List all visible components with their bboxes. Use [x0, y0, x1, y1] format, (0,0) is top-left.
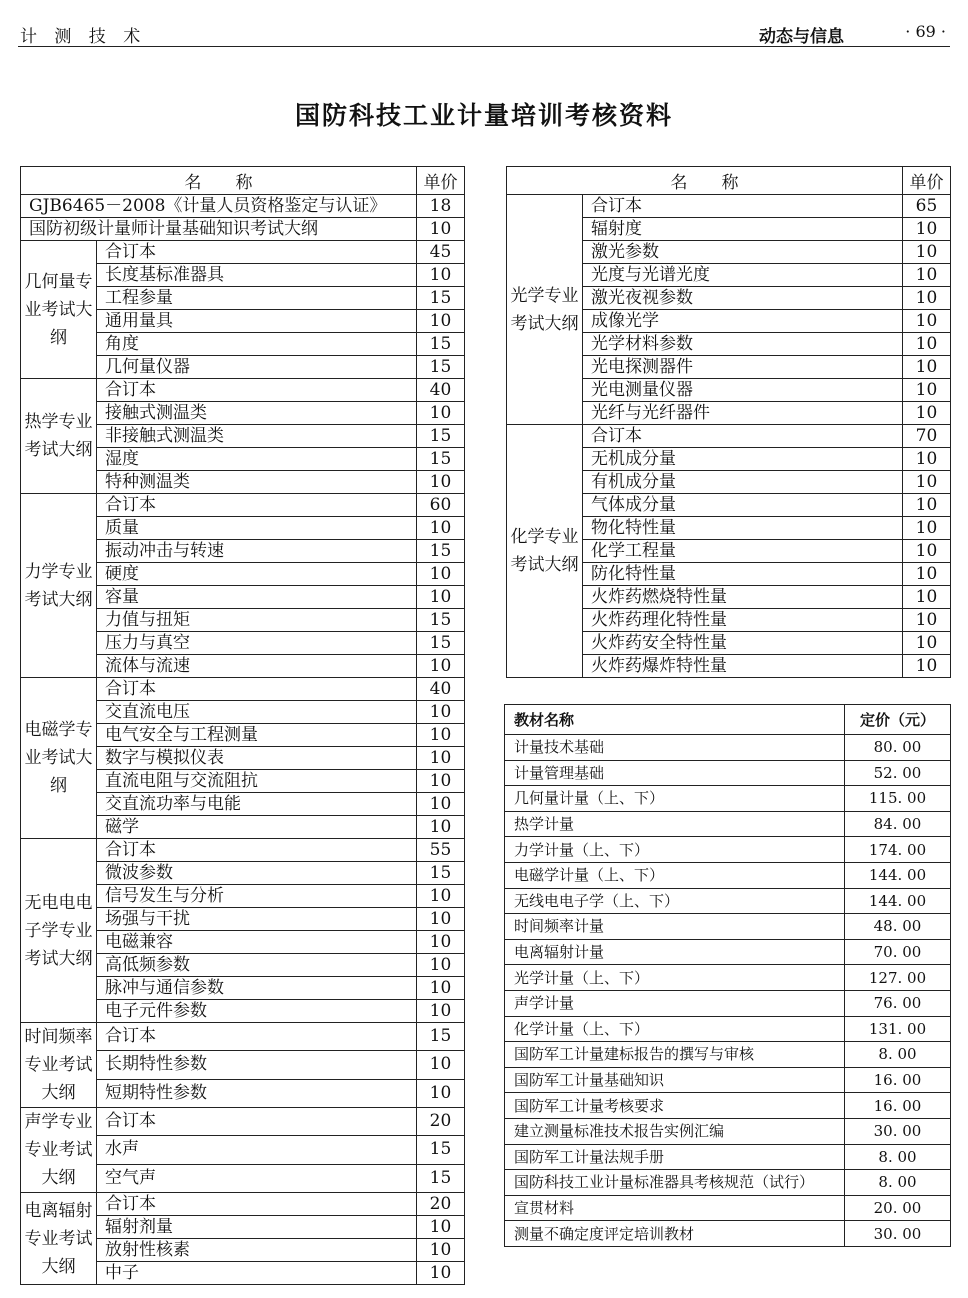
textbook-name: 无线电电子学（上、下） — [505, 888, 845, 914]
item-name: 交直流功率与电能 — [97, 793, 417, 816]
item-price: 55 — [417, 839, 465, 862]
item-name: 脉冲与通信参数 — [97, 977, 417, 1000]
item-price: 10 — [903, 218, 951, 241]
item-price: 70 — [903, 425, 951, 448]
item-price: 15 — [417, 287, 465, 310]
item-price: 15 — [417, 1164, 465, 1192]
item-price: 15 — [417, 862, 465, 885]
table-row — [21, 241, 465, 264]
item-price: 10 — [417, 1262, 465, 1285]
item-name: 合订本 — [583, 425, 903, 448]
item-price: 10 — [417, 770, 465, 793]
textbook-name: 热学计量 — [505, 811, 845, 837]
textbook-name: 力学计量（上、下） — [505, 837, 845, 863]
page-title: 国防科技工业计量培训考核资料 — [294, 101, 673, 130]
table-row — [505, 1016, 951, 1042]
col-name-header: 名 称 — [21, 167, 417, 195]
table-row — [21, 195, 465, 218]
textbook-price-header: 定价（元） — [845, 705, 951, 735]
table-row — [505, 862, 951, 888]
item-price: 15 — [417, 632, 465, 655]
table-row — [21, 1108, 465, 1136]
textbook-name: 时间频率计量 — [505, 914, 845, 940]
item-name: 气体成分量 — [583, 494, 903, 517]
textbook-price: 144. 00 — [845, 862, 951, 888]
item-price: 10 — [903, 448, 951, 471]
item-name: 化学工程量 — [583, 540, 903, 563]
textbook-price: 52. 00 — [845, 760, 951, 786]
item-price: 10 — [903, 333, 951, 356]
table-row — [505, 1067, 951, 1093]
item-name: 激光参数 — [583, 241, 903, 264]
textbook-price: 16. 00 — [845, 1093, 951, 1119]
item-price: 10 — [417, 954, 465, 977]
item-price: 10 — [417, 908, 465, 931]
item-name: 无机成分量 — [583, 448, 903, 471]
group-label: 光学专业考试大纲 — [507, 195, 583, 425]
item-name: 高低频参数 — [97, 954, 417, 977]
item-name: 空气声 — [97, 1164, 417, 1192]
item-name: 合订本 — [97, 678, 417, 701]
item-name: 合订本 — [97, 839, 417, 862]
item-price: 15 — [417, 1023, 465, 1051]
table-row — [505, 760, 951, 786]
item-name: 有机成分量 — [583, 471, 903, 494]
item-price: 10 — [417, 218, 465, 241]
table-row — [505, 1144, 951, 1170]
textbook-price: 174. 00 — [845, 837, 951, 863]
table-row — [21, 494, 465, 517]
table-row — [21, 379, 465, 402]
col-price-header: 单价 — [903, 167, 951, 195]
textbook-name-header: 教材名称 — [505, 705, 845, 735]
item-price: 10 — [417, 816, 465, 839]
item-price: 40 — [417, 379, 465, 402]
item-price: 10 — [417, 1051, 465, 1079]
item-name: 几何量仪器 — [97, 356, 417, 379]
textbook-price: 144. 00 — [845, 888, 951, 914]
item-name: 成像光学 — [583, 310, 903, 333]
item-price: 10 — [417, 586, 465, 609]
item-price: 10 — [417, 1239, 465, 1262]
textbook-name: 国防军工计量建标报告的撰写与审核 — [505, 1042, 845, 1068]
item-name: 长度基标准器具 — [97, 264, 417, 287]
textbook-price: 16. 00 — [845, 1067, 951, 1093]
item-price: 10 — [903, 609, 951, 632]
item-name: 火炸药理化特性量 — [583, 609, 903, 632]
item-name: 放射性核素 — [97, 1239, 417, 1262]
item-price: 10 — [417, 793, 465, 816]
item-name: 流体与流速 — [97, 655, 417, 678]
table-row — [21, 1023, 465, 1051]
textbook-name: 电磁学计量（上、下） — [505, 862, 845, 888]
item-price: 10 — [417, 563, 465, 586]
item-price: 10 — [903, 517, 951, 540]
textbook-name: 化学计量（上、下） — [505, 1016, 845, 1042]
item-name: 交直流电压 — [97, 701, 417, 724]
group-label: 电磁学专业考试大纲 — [21, 678, 97, 839]
table-row — [505, 888, 951, 914]
textbook-name: 电离辐射计量 — [505, 939, 845, 965]
textbook-name: 声学计量 — [505, 990, 845, 1016]
table-row — [505, 1118, 951, 1144]
textbook-name: 光学计量（上、下） — [505, 965, 845, 991]
item-price: 10 — [903, 379, 951, 402]
item-price: 10 — [903, 241, 951, 264]
item-price: 10 — [417, 1000, 465, 1023]
item-price: 10 — [903, 494, 951, 517]
item-name: 短期特性参数 — [97, 1079, 417, 1107]
item-price: 10 — [903, 563, 951, 586]
item-price: 15 — [417, 1136, 465, 1164]
textbook-price: 131. 00 — [845, 1016, 951, 1042]
item-price: 10 — [417, 1079, 465, 1107]
textbook-name: 国防科技工业计量标准器具考核规范（试行） — [505, 1170, 845, 1196]
item-name: 信号发生与分析 — [97, 885, 417, 908]
item-name: 合订本 — [97, 1193, 417, 1216]
item-name: 光电测量仪器 — [583, 379, 903, 402]
item-price: 10 — [417, 701, 465, 724]
journal-name: 计 测 技 术 — [20, 27, 147, 47]
item-price: 18 — [417, 195, 465, 218]
item-name: 通用量具 — [97, 310, 417, 333]
table-row — [507, 195, 951, 218]
item-price: 20 — [417, 1193, 465, 1216]
item-name: 光学材料参数 — [583, 333, 903, 356]
table-row — [505, 914, 951, 940]
item-name: 光度与光谱光度 — [583, 264, 903, 287]
item-name: 合订本 — [583, 195, 903, 218]
table-row — [505, 990, 951, 1016]
textbook-price: 8. 00 — [845, 1042, 951, 1068]
textbook-price: 20. 00 — [845, 1195, 951, 1221]
item-name: 火炸药燃烧特性量 — [583, 586, 903, 609]
item-price: 10 — [903, 655, 951, 678]
right-syllabus-table — [506, 166, 951, 678]
group-label: 热学专业考试大纲 — [21, 379, 97, 494]
item-name: 中子 — [97, 1262, 417, 1285]
table-row — [505, 1195, 951, 1221]
item-price: 10 — [903, 356, 951, 379]
item-price: 10 — [903, 586, 951, 609]
item-name: 硬度 — [97, 563, 417, 586]
item-name: 角度 — [97, 333, 417, 356]
item-name: 数字与模拟仪表 — [97, 747, 417, 770]
item-price: 10 — [903, 310, 951, 333]
item-price: 10 — [417, 310, 465, 333]
item-price: 20 — [417, 1108, 465, 1136]
table-row — [505, 1170, 951, 1196]
group-label: 力学专业考试大纲 — [21, 494, 97, 678]
item-price: 15 — [417, 540, 465, 563]
item-name: 光纤与光纤器件 — [583, 402, 903, 425]
table-row — [505, 1042, 951, 1068]
item-name: GJB6465－2008《计量人员资格鉴定与认证》 — [21, 195, 417, 218]
item-price: 10 — [903, 632, 951, 655]
textbook-price: 84. 00 — [845, 811, 951, 837]
item-price: 15 — [417, 333, 465, 356]
item-price: 10 — [417, 655, 465, 678]
item-price: 60 — [417, 494, 465, 517]
textbook-name: 国防军工计量考核要求 — [505, 1093, 845, 1119]
group-label: 无电电电子学专业考试大纲 — [21, 839, 97, 1023]
textbook-name: 几何量计量（上、下） — [505, 786, 845, 812]
item-price: 15 — [417, 425, 465, 448]
table-row — [507, 425, 951, 448]
item-price: 10 — [903, 264, 951, 287]
group-label: 时间频率专业考试大纲 — [21, 1023, 97, 1108]
item-price: 15 — [417, 448, 465, 471]
item-price: 10 — [417, 747, 465, 770]
table-row — [21, 678, 465, 701]
item-name: 容量 — [97, 586, 417, 609]
item-name: 压力与真空 — [97, 632, 417, 655]
item-price: 10 — [417, 1216, 465, 1239]
item-name: 激光夜视参数 — [583, 287, 903, 310]
group-label: 几何量专业考试大纲 — [21, 241, 97, 379]
textbook-name: 国防军工计量法规手册 — [505, 1144, 845, 1170]
group-label: 化学专业考试大纲 — [507, 425, 583, 678]
textbook-name: 计量管理基础 — [505, 760, 845, 786]
item-name: 场强与干扰 — [97, 908, 417, 931]
item-name: 电气安全与工程测量 — [97, 724, 417, 747]
item-price: 10 — [903, 287, 951, 310]
table-row — [505, 1221, 951, 1247]
item-price: 10 — [417, 264, 465, 287]
item-price: 10 — [417, 471, 465, 494]
table-row — [21, 218, 465, 241]
item-price: 10 — [903, 471, 951, 494]
table-row — [21, 1193, 465, 1216]
item-price: 10 — [417, 977, 465, 1000]
textbook-name: 建立测量标准技术报告实例汇编 — [505, 1118, 845, 1144]
item-name: 电子元件参数 — [97, 1000, 417, 1023]
textbook-price: 8. 00 — [845, 1170, 951, 1196]
table-row — [505, 786, 951, 812]
item-name: 火炸药安全特性量 — [583, 632, 903, 655]
col-name-header: 名 称 — [507, 167, 903, 195]
item-name: 长期特性参数 — [97, 1051, 417, 1079]
item-name: 辐射剂量 — [97, 1216, 417, 1239]
item-price: 65 — [903, 195, 951, 218]
left-syllabus-table — [20, 166, 465, 1285]
page-header — [18, 18, 950, 47]
textbook-name: 国防军工计量基础知识 — [505, 1067, 845, 1093]
textbook-price: 80. 00 — [845, 735, 951, 761]
item-name: 防化特性量 — [583, 563, 903, 586]
group-label: 电离辐射专业考试大纲 — [21, 1193, 97, 1285]
col-price-header: 单价 — [417, 167, 465, 195]
textbook-name: 测量不确定度评定培训教材 — [505, 1221, 845, 1247]
table-row — [505, 811, 951, 837]
item-price: 10 — [903, 402, 951, 425]
item-name: 合订本 — [97, 494, 417, 517]
item-price: 10 — [417, 885, 465, 908]
item-name: 合订本 — [97, 1108, 417, 1136]
textbook-price: 115. 00 — [845, 786, 951, 812]
textbook-price: 30. 00 — [845, 1221, 951, 1247]
item-price: 15 — [417, 609, 465, 632]
table-row — [505, 1093, 951, 1119]
item-name: 质量 — [97, 517, 417, 540]
textbook-price: 8. 00 — [845, 1144, 951, 1170]
textbook-name: 宣贯材料 — [505, 1195, 845, 1221]
textbook-name: 计量技术基础 — [505, 735, 845, 761]
item-price: 45 — [417, 241, 465, 264]
textbook-price: 70. 00 — [845, 939, 951, 965]
group-label: 声学专业专业考试大纲 — [21, 1108, 97, 1193]
item-name: 微波参数 — [97, 862, 417, 885]
item-name: 接触式测温类 — [97, 402, 417, 425]
table-row — [505, 939, 951, 965]
item-name: 振动冲击与转速 — [97, 540, 417, 563]
table-row — [505, 735, 951, 761]
item-name: 光电探测器件 — [583, 356, 903, 379]
item-name: 合订本 — [97, 241, 417, 264]
item-price: 10 — [417, 724, 465, 747]
table-row — [505, 837, 951, 863]
item-name: 国防初级计量师计量基础知识考试大纲 — [21, 218, 417, 241]
item-price: 40 — [417, 678, 465, 701]
item-name: 辐射度 — [583, 218, 903, 241]
item-name: 物化特性量 — [583, 517, 903, 540]
item-price: 10 — [417, 402, 465, 425]
item-price: 10 — [417, 517, 465, 540]
item-name: 水声 — [97, 1136, 417, 1164]
item-name: 工程参量 — [97, 287, 417, 310]
item-name: 直流电阻与交流阻抗 — [97, 770, 417, 793]
item-name: 非接触式测温类 — [97, 425, 417, 448]
table-row — [505, 965, 951, 991]
section-name: 动态与信息 — [759, 27, 844, 47]
table-row — [21, 839, 465, 862]
item-name: 磁学 — [97, 816, 417, 839]
item-name: 特种测温类 — [97, 471, 417, 494]
item-price: 10 — [903, 540, 951, 563]
item-name: 合订本 — [97, 1023, 417, 1051]
textbook-price: 76. 00 — [845, 990, 951, 1016]
item-name: 湿度 — [97, 448, 417, 471]
textbook-table — [504, 704, 951, 1247]
item-price: 15 — [417, 356, 465, 379]
item-name: 火炸药爆炸特性量 — [583, 655, 903, 678]
textbook-price: 48. 00 — [845, 914, 951, 940]
textbook-price: 30. 00 — [845, 1118, 951, 1144]
textbook-price: 127. 00 — [845, 965, 951, 991]
item-name: 力值与扭矩 — [97, 609, 417, 632]
page-number: · 69 · — [905, 22, 946, 41]
item-name: 电磁兼容 — [97, 931, 417, 954]
item-name: 合订本 — [97, 379, 417, 402]
item-price: 10 — [417, 931, 465, 954]
